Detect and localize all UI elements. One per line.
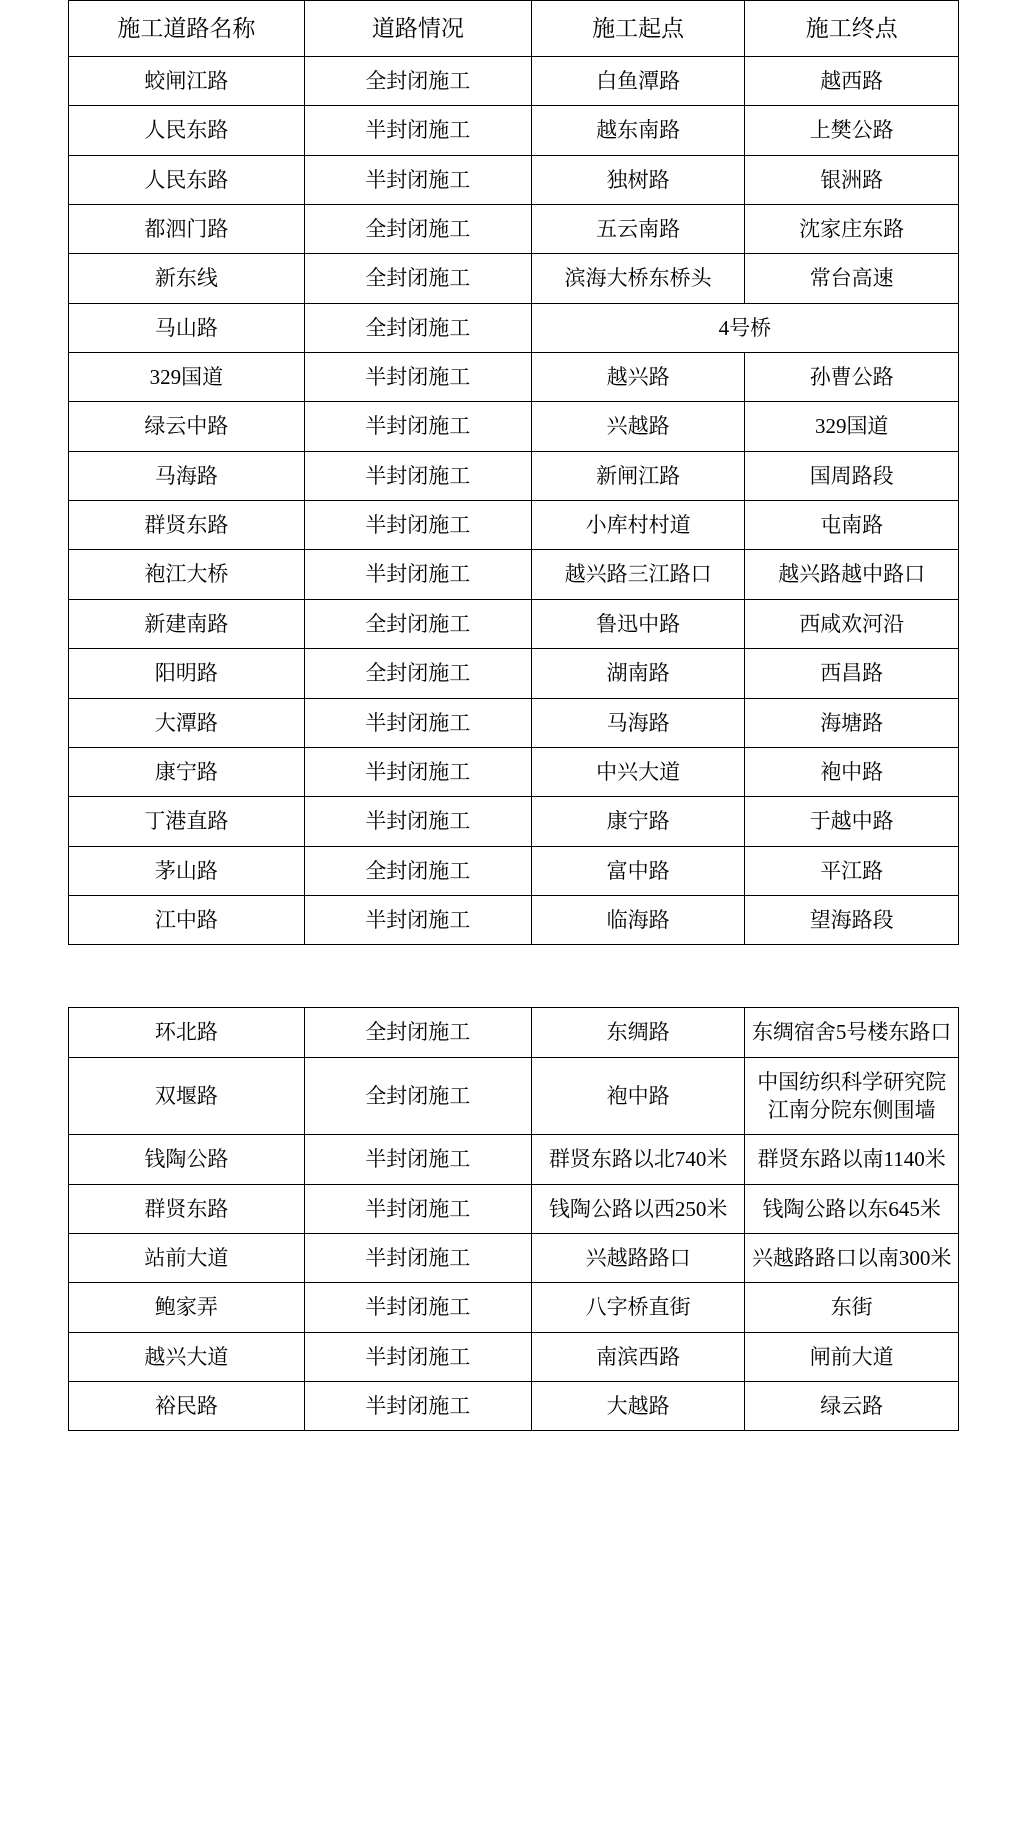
- cell-start-point: 兴越路: [531, 402, 745, 451]
- cell-start-point: 马海路: [531, 698, 745, 747]
- cell-start-point: 八字桥直街: [531, 1283, 745, 1332]
- cell-road-name: 人民东路: [69, 155, 305, 204]
- cell-road-name: 鲍家弄: [69, 1283, 305, 1332]
- header-start-point: 施工起点: [531, 1, 745, 57]
- cell-road-status: 全封闭施工: [304, 57, 531, 106]
- cell-road-status: 全封闭施工: [304, 649, 531, 698]
- cell-end-point: 国周路段: [745, 451, 959, 500]
- cell-road-name: 都泗门路: [69, 205, 305, 254]
- cell-road-status: 半封闭施工: [304, 1233, 531, 1282]
- cell-road-status: 半封闭施工: [304, 1135, 531, 1184]
- cell-road-name: 新建南路: [69, 599, 305, 648]
- table-row: [69, 1057, 959, 1135]
- table-row: [69, 1283, 959, 1332]
- cell-road-status: 半封闭施工: [304, 106, 531, 155]
- cell-start-point: 兴越路路口: [531, 1233, 745, 1282]
- cell-road-status: 全封闭施工: [304, 205, 531, 254]
- cell-road-name: 站前大道: [69, 1233, 305, 1282]
- cell-end-point: 常台高速: [745, 254, 959, 303]
- cell-start-point: 富中路: [531, 846, 745, 895]
- cell-span-section: 4号桥: [531, 303, 958, 352]
- cell-end-point: 孙曹公路: [745, 353, 959, 402]
- table-row: [69, 797, 959, 846]
- cell-road-status: 半封闭施工: [304, 895, 531, 944]
- cell-end-point: 闸前大道: [745, 1332, 959, 1381]
- cell-start-point: 白鱼潭路: [531, 57, 745, 106]
- table-row: [69, 1332, 959, 1381]
- cell-road-name: 江中路: [69, 895, 305, 944]
- table-row: [69, 649, 959, 698]
- cell-road-name: 新东线: [69, 254, 305, 303]
- cell-road-name: 蛟闸江路: [69, 57, 305, 106]
- table-row: [69, 1135, 959, 1184]
- cell-end-point: 西昌路: [745, 649, 959, 698]
- cell-road-name: 绿云中路: [69, 402, 305, 451]
- cell-road-status: 全封闭施工: [304, 254, 531, 303]
- cell-road-name: 329国道: [69, 353, 305, 402]
- table-row: [69, 550, 959, 599]
- cell-road-status: 半封闭施工: [304, 353, 531, 402]
- cell-end-point: 海塘路: [745, 698, 959, 747]
- cell-road-name: 越兴大道: [69, 1332, 305, 1381]
- cell-road-status: 半封闭施工: [304, 501, 531, 550]
- road-construction-table-2: [68, 1007, 959, 1431]
- table-row: [69, 57, 959, 106]
- cell-road-status: 半封闭施工: [304, 1381, 531, 1430]
- table-row: [69, 747, 959, 796]
- cell-start-point: 大越路: [531, 1381, 745, 1430]
- cell-road-name: 群贤东路: [69, 1184, 305, 1233]
- table-row: [69, 155, 959, 204]
- cell-end-point: 上樊公路: [745, 106, 959, 155]
- table-row: [69, 303, 959, 352]
- cell-start-point: 东绸路: [531, 1008, 745, 1057]
- cell-road-status: 全封闭施工: [304, 1057, 531, 1135]
- cell-road-status: 全封闭施工: [304, 303, 531, 352]
- cell-end-point: 兴越路路口以南300米: [745, 1233, 959, 1282]
- cell-road-status: 半封闭施工: [304, 451, 531, 500]
- cell-start-point: 临海路: [531, 895, 745, 944]
- table-row: [69, 846, 959, 895]
- cell-road-name: 阳明路: [69, 649, 305, 698]
- table-row: [69, 353, 959, 402]
- cell-road-name: 群贤东路: [69, 501, 305, 550]
- cell-end-point: 袍中路: [745, 747, 959, 796]
- cell-end-point: 329国道: [745, 402, 959, 451]
- cell-road-status: 半封闭施工: [304, 402, 531, 451]
- table-row: [69, 254, 959, 303]
- cell-road-status: 全封闭施工: [304, 599, 531, 648]
- cell-start-point: 湖南路: [531, 649, 745, 698]
- cell-road-name: 康宁路: [69, 747, 305, 796]
- cell-road-name: 袍江大桥: [69, 550, 305, 599]
- cell-road-name: 丁港直路: [69, 797, 305, 846]
- cell-road-status: 半封闭施工: [304, 1332, 531, 1381]
- cell-road-status: 全封闭施工: [304, 846, 531, 895]
- cell-start-point: 袍中路: [531, 1057, 745, 1135]
- cell-end-point: 沈家庄东路: [745, 205, 959, 254]
- cell-start-point: 群贤东路以北740米: [531, 1135, 745, 1184]
- cell-road-status: 半封闭施工: [304, 747, 531, 796]
- cell-end-point: 群贤东路以南1140米: [745, 1135, 959, 1184]
- cell-start-point: 新闸江路: [531, 451, 745, 500]
- cell-start-point: 钱陶公路以西250米: [531, 1184, 745, 1233]
- cell-road-name: 裕民路: [69, 1381, 305, 1430]
- cell-start-point: 小库村村道: [531, 501, 745, 550]
- cell-road-status: 半封闭施工: [304, 1184, 531, 1233]
- table-row: [69, 1381, 959, 1430]
- cell-start-point: 五云南路: [531, 205, 745, 254]
- cell-start-point: 独树路: [531, 155, 745, 204]
- cell-road-status: 半封闭施工: [304, 1283, 531, 1332]
- cell-road-name: 马山路: [69, 303, 305, 352]
- cell-start-point: 中兴大道: [531, 747, 745, 796]
- table-row: [69, 205, 959, 254]
- cell-end-point: 绿云路: [745, 1381, 959, 1430]
- cell-road-name: 钱陶公路: [69, 1135, 305, 1184]
- cell-road-name: 双堰路: [69, 1057, 305, 1135]
- cell-end-point: 东绸宿舍5号楼东路口: [745, 1008, 959, 1057]
- table-separator: [0, 945, 1027, 1007]
- cell-start-point: 鲁迅中路: [531, 599, 745, 648]
- cell-road-status: 半封闭施工: [304, 698, 531, 747]
- cell-start-point: 康宁路: [531, 797, 745, 846]
- cell-end-point: 越兴路越中路口: [745, 550, 959, 599]
- cell-end-point: 中国纺织科学研究院江南分院东侧围墙: [745, 1057, 959, 1135]
- cell-start-point: 南滨西路: [531, 1332, 745, 1381]
- cell-end-point: 越西路: [745, 57, 959, 106]
- cell-end-point: 东街: [745, 1283, 959, 1332]
- cell-road-status: 半封闭施工: [304, 797, 531, 846]
- header-road-status: 道路情况: [304, 1, 531, 57]
- table-row: [69, 106, 959, 155]
- cell-road-status: 全封闭施工: [304, 1008, 531, 1057]
- table-row: [69, 501, 959, 550]
- cell-end-point: 屯南路: [745, 501, 959, 550]
- header-road-name: 施工道路名称: [69, 1, 305, 57]
- table-row: [69, 402, 959, 451]
- table-row: [69, 1184, 959, 1233]
- table-row: [69, 599, 959, 648]
- cell-road-name: 大潭路: [69, 698, 305, 747]
- cell-start-point: 越东南路: [531, 106, 745, 155]
- cell-road-status: 半封闭施工: [304, 550, 531, 599]
- cell-road-name: 人民东路: [69, 106, 305, 155]
- cell-road-name: 环北路: [69, 1008, 305, 1057]
- cell-start-point: 越兴路: [531, 353, 745, 402]
- table-row: [69, 895, 959, 944]
- table-header-row: [69, 1, 959, 57]
- table-row: [69, 451, 959, 500]
- cell-end-point: 银洲路: [745, 155, 959, 204]
- header-end-point: 施工终点: [745, 1, 959, 57]
- cell-end-point: 望海路段: [745, 895, 959, 944]
- table-two-wrapper: [0, 1007, 1027, 1431]
- cell-end-point: 西咸欢河沿: [745, 599, 959, 648]
- cell-road-status: 半封闭施工: [304, 155, 531, 204]
- cell-end-point: 于越中路: [745, 797, 959, 846]
- cell-end-point: 钱陶公路以东645米: [745, 1184, 959, 1233]
- cell-start-point: 滨海大桥东桥头: [531, 254, 745, 303]
- cell-start-point: 越兴路三江路口: [531, 550, 745, 599]
- table-row: [69, 1233, 959, 1282]
- road-construction-table-1: [68, 0, 959, 945]
- cell-end-point: 平江路: [745, 846, 959, 895]
- table-row: [69, 1008, 959, 1057]
- cell-road-name: 茅山路: [69, 846, 305, 895]
- table-row: [69, 698, 959, 747]
- cell-road-name: 马海路: [69, 451, 305, 500]
